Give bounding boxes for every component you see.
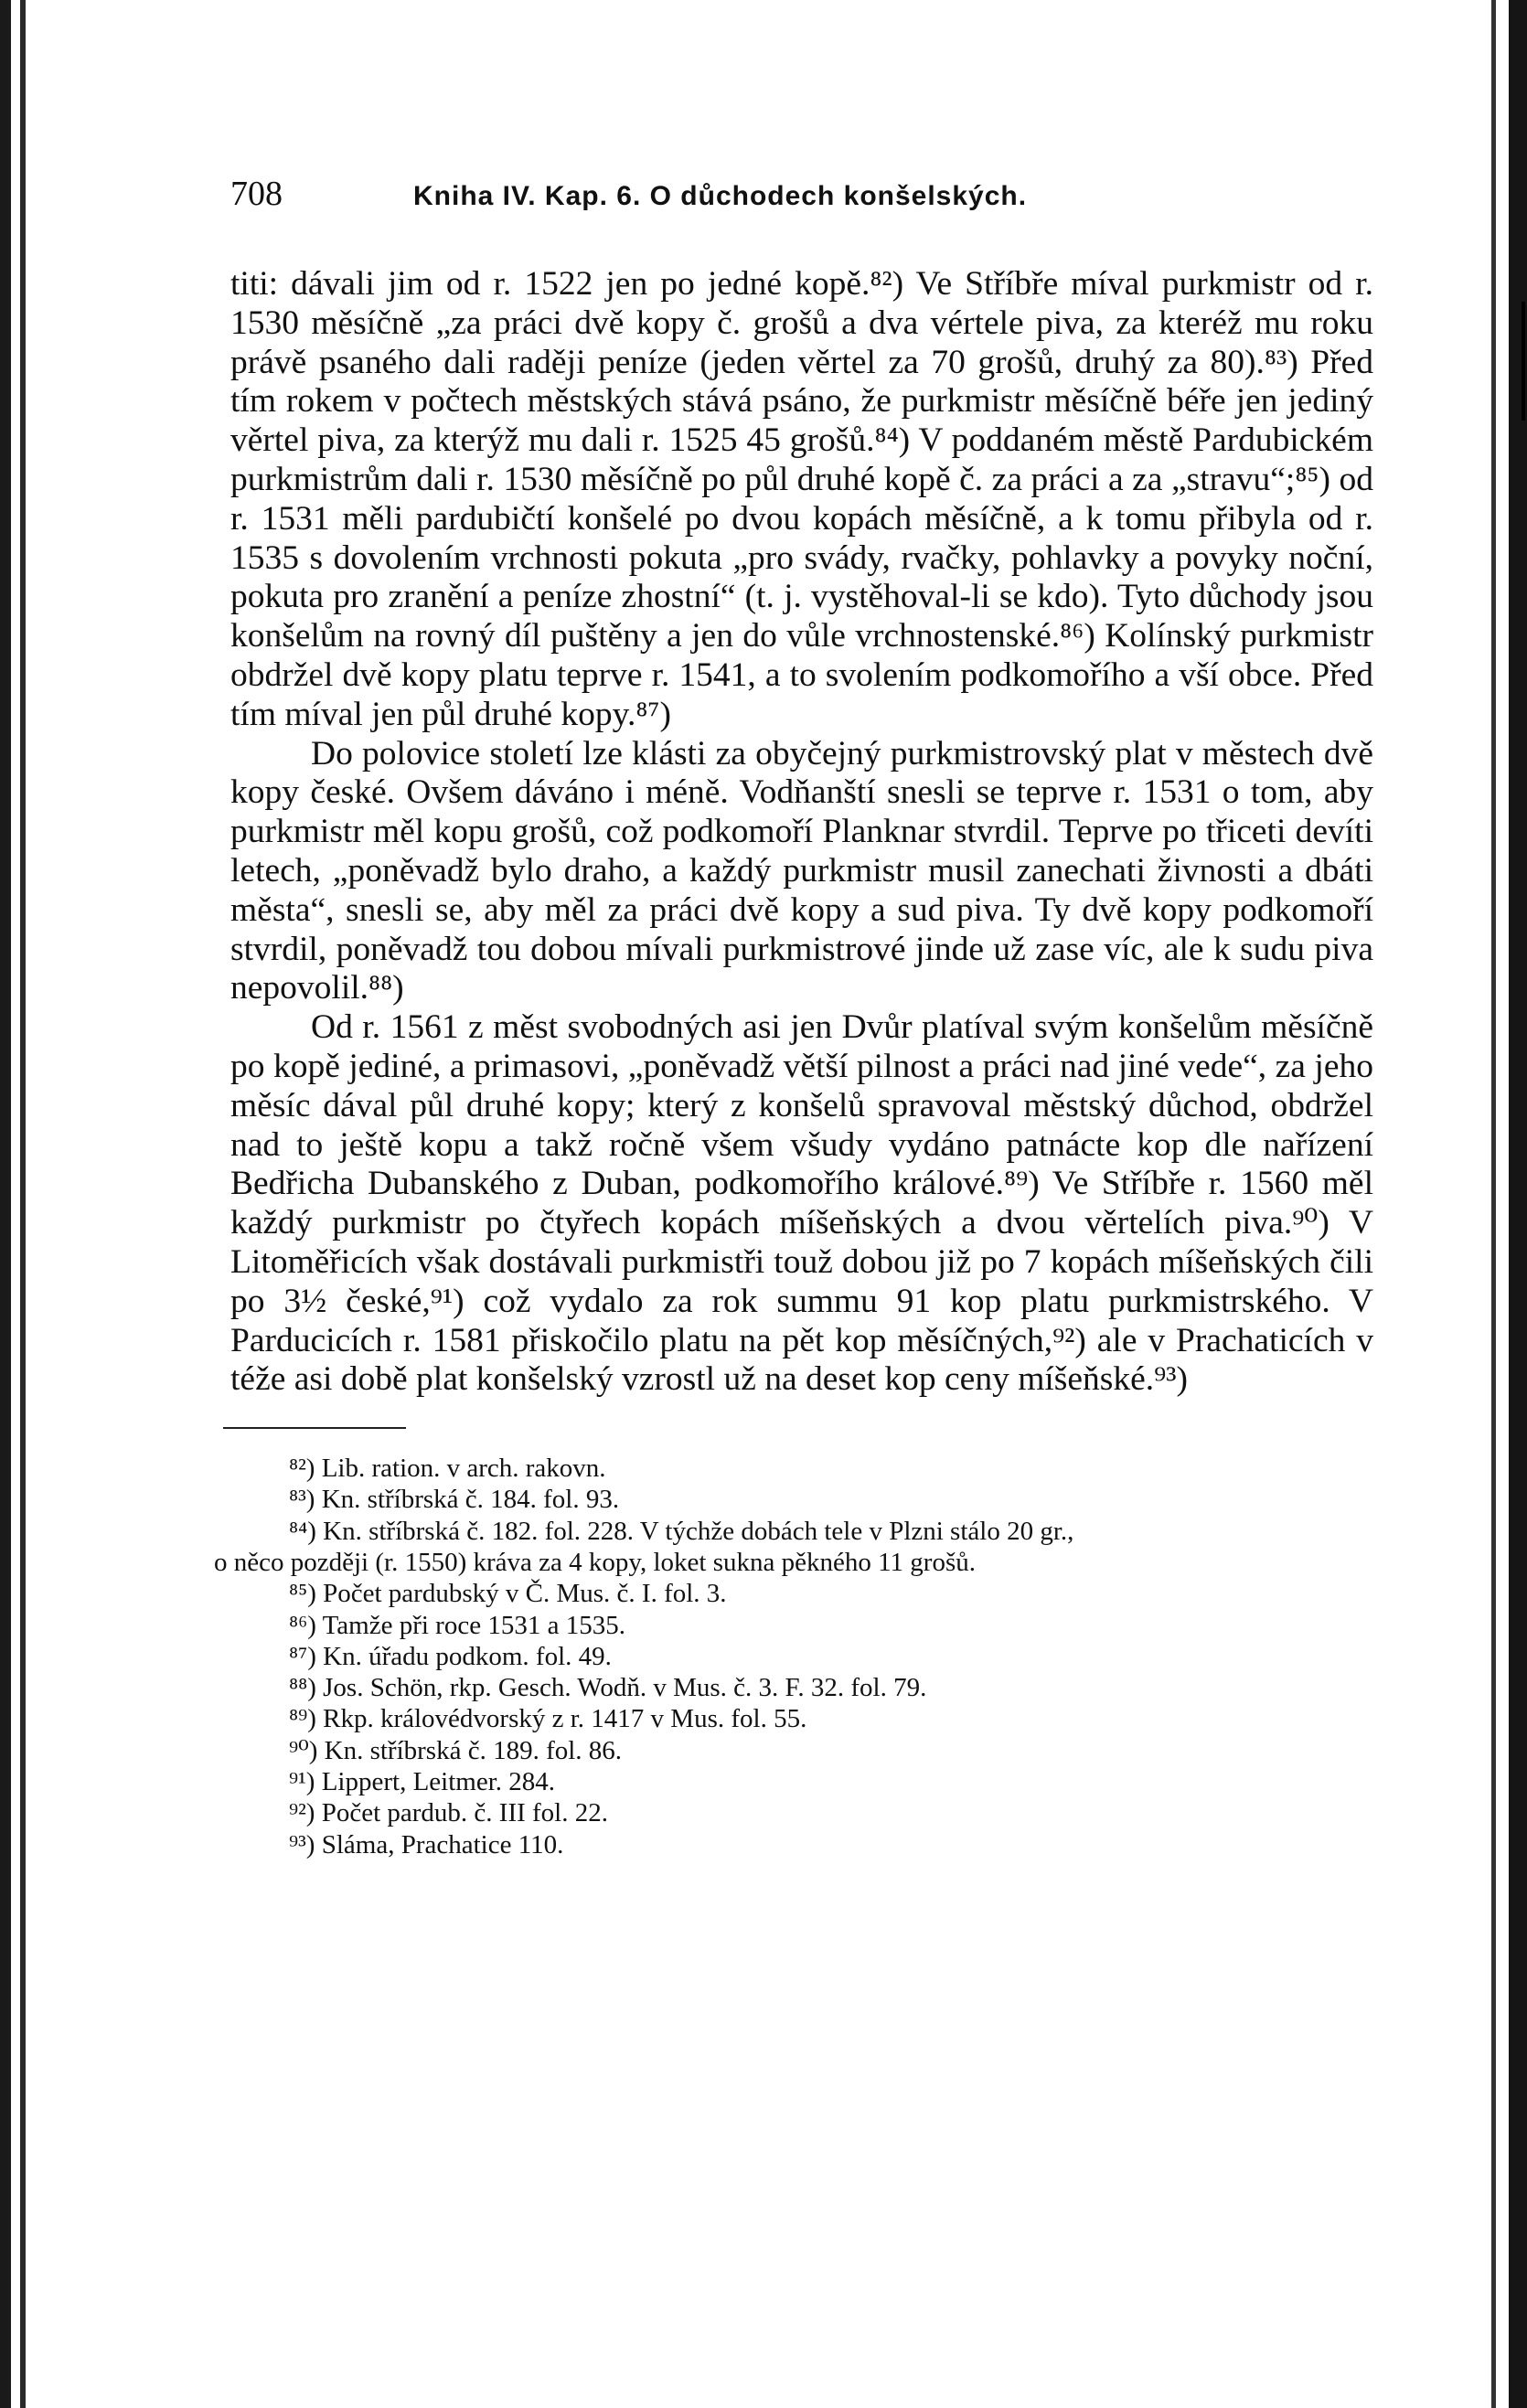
scan-border-left-inner bbox=[20, 0, 26, 2408]
footnote-90: ⁹⁰) Kn. stříbrská č. 189. fol. 86. bbox=[289, 1735, 623, 1765]
scan-border-left bbox=[0, 0, 11, 2408]
paragraph-2: Do polovice století lze klásti za obyčejný purkmistrovský plat v městech dvě kopy české. Ovšem dáváno i méně. Vodňanští snesli se teprve r. 1531 o tom, aby purkmistr měl kopu grošů, což podkomoří Planknar stvrdil. Teprve po třiceti devíti letech, „poněvadž bylo draho, a každý purkmistr musil zanechati živnosti a dbáti města“, snesli se, aby měl za práci dvě kopy a sud piva. Ty dvě kopy podkomoří stvrdil, poněvadž tou dobou mívali purkmistrové jinde už zase víc, ale k sudu piva nepovolil.⁸⁸) bbox=[230, 734, 1373, 1007]
footnote-86: ⁸⁶) Tamže při roce 1531 a 1535. bbox=[289, 1610, 625, 1640]
footnote-87: ⁸⁷) Kn. úřadu podkom. fol. 49. bbox=[289, 1641, 612, 1671]
footnote-85: ⁸⁵) Počet pardubský v Č. Mus. č. I. fol. 3. bbox=[289, 1579, 727, 1609]
main-text bbox=[230, 265, 1373, 1400]
footnote-divider bbox=[223, 1427, 406, 1429]
footnote-82: ⁸²) Lib. ration. v arch. rakovn. bbox=[289, 1454, 606, 1484]
page-number: 708 bbox=[230, 175, 283, 213]
footnote-84: ⁸⁴) Kn. stříbrská č. 182. fol. 228. V týchže dobách tele v Plzni stálo 20 gr., bbox=[289, 1516, 1074, 1546]
scan-border-right-inner bbox=[1491, 0, 1496, 2408]
footnote-89: ⁸⁹) Rkp. královédvorský z r. 1417 v Mus. fol. 55. bbox=[289, 1704, 807, 1734]
scan-edge-mark bbox=[1522, 302, 1525, 421]
footnote-92: ⁹²) Počet pardub. č. III fol. 22. bbox=[289, 1798, 608, 1828]
running-title: Kniha IV. Kap. 6. O důchodech konšelských. bbox=[413, 181, 1028, 211]
footnote-88: ⁸⁸) Jos. Schön, rkp. Gesch. Wodň. v Mus. č. 3. F. 32. fol. 79. bbox=[289, 1673, 927, 1703]
page-header bbox=[230, 174, 1373, 229]
footnote-83: ⁸³) Kn. stříbrská č. 184. fol. 93. bbox=[289, 1485, 620, 1515]
book-page bbox=[214, 174, 1373, 1860]
paragraph-1: titi: dávali jim od r. 1522 jen po jedné kopě.⁸²) Ve Stříbře míval purkmistr od r. 1530 měsíčně „za práci dvě kopy č. grošů a dva vértele piva, za kteréž mu roku právě psaného dali raději peníze (jeden věrtel za 70 grošů, druhý za 80).⁸³) Před tím rokem v počtech městských stává psáno, že purkmistr měsíčně béře jen jediný věrtel piva, za kterýž mu dali r. 1525 45 grošů.⁸⁴) V poddaném městě Pardubickém purkmistrům dali r. 1530 měsíčně po půl druhé kopě č. za práci a za „stravu“;⁸⁵) od r. 1531 měli pardubičtí konšelé po dvou kopách měsíčně, a k tomu přibyla od r. 1535 s dovolením vrchnosti pokuta „pro svády, rvačky, pohlavky a povyky noční, pokuta pro zranění a peníze zhostní“ (t. j. vystěhoval-li se kdo). Tyto důchody jsou konšelům na rovný díl puštěny a jen do vůle vrchnostenské.⁸⁶) Kolínský purkmistr obdržel dvě kopy platu teprve r. 1541, a to svolením podkomořího a vší obce. Před tím míval jen půl druhé kopy.⁸⁷) bbox=[230, 265, 1373, 733]
footnotes bbox=[214, 1453, 1373, 1860]
footnote-93: ⁹³) Sláma, Prachatice 110. bbox=[289, 1829, 564, 1859]
footnote-91: ⁹¹) Lippert, Leitmer. 284. bbox=[289, 1767, 556, 1797]
footnote-84-continued: o něco později (r. 1550) kráva za 4 kopy, loket sukna pěkného 11 grošů. bbox=[214, 1548, 976, 1577]
paragraph-3: Od r. 1561 z měst svobodných asi jen Dvůr platíval svým konšelům měsíčně po kopě jediné, a primasovi, „poněvadž větší pilnost a práci nad jiné vede“, za jeho měsíc dával půl druhé kopy; který z konšelů spravoval městský důchod, obdržel nad to ještě kopu a takž ročně všem všudy vydáno patnácte kop dle nařízení Bedřicha Dubanského z Duban, podkomořího králové.⁸⁹) Ve Stříbře r. 1560 měl každý purkmistr po čtyřech kopách míšeňských a dvou věrtelích piva.⁹⁰) V Litoměřicích však dostávali purkmistři touž dobou již po 7 kopách míšeňských čili po 3½ české,⁹¹) což vydalo za rok summu 91 kop platu purkmistrského. V Parducicích r. 1581 přiskočilo platu na pět kop měsíčných,⁹²) ale v Prachaticích v téže asi době plat konšelský vzrostl už na deset kop ceny míšeňské.⁹³) bbox=[230, 1008, 1373, 1399]
